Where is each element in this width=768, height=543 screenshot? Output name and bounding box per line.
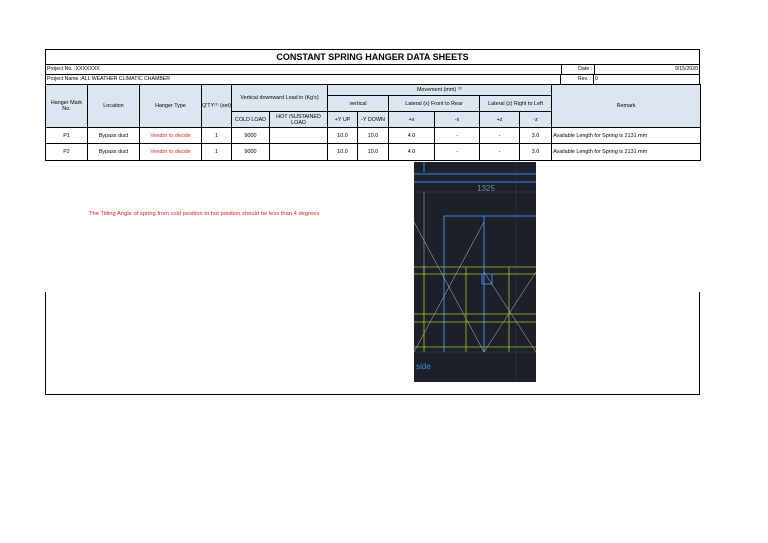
rev-value: 0 (593, 75, 699, 84)
header-hanger-mark: Hanger Mark No. (46, 85, 88, 128)
tilt-angle-note: The Titling Angle of spring from cold position to hot position should be less than 4 degrees (89, 211, 320, 217)
cell-qty: 1 (202, 128, 232, 144)
cell-cold-load: 9000 (232, 144, 270, 161)
header-plus-z: +z (480, 112, 520, 128)
cell-minus-x: - (435, 144, 480, 161)
cell-y-up: 10.0 (328, 144, 358, 161)
sheet-border-right (699, 292, 700, 395)
header-vertical: vertical (328, 96, 389, 112)
hanger-table (45, 84, 701, 161)
cell-hanger-type: Vendor to decide (140, 128, 202, 144)
header-lateral-x: Lateral (x) Front to Rear (389, 96, 480, 112)
header-hanger-type: Hanger Type (140, 85, 202, 128)
cell-location: Bypass duct (88, 128, 140, 144)
cad-grid-lines (414, 267, 536, 352)
cell-mark: P2 (46, 144, 88, 161)
cell-hot-load (270, 144, 328, 161)
header-hot-load: HOT /SUSTAINED LOAD (270, 112, 328, 128)
project-no-row (45, 64, 700, 74)
header-minus-x: -x (435, 112, 480, 128)
header-plus-x: +x (389, 112, 435, 128)
hanger-data-sheet (45, 49, 700, 161)
cell-plus-x: 4.0 (389, 144, 435, 161)
rev-label: Rev. : (560, 75, 593, 84)
header-qty: Q'TY⁽¹⁾ (set) (202, 85, 232, 128)
cad-background-grid (414, 162, 536, 382)
cell-minus-x: - (435, 128, 480, 144)
table-row (46, 144, 701, 161)
sheet-border-left (45, 292, 46, 395)
sheet-border-bottom (45, 394, 700, 395)
cell-plus-z: - (480, 144, 520, 161)
header-vertical-load: Vertical downward Load in (Kg's) (232, 85, 328, 112)
date-label: Date : (561, 65, 594, 74)
date-value: 9/15/2020 (594, 65, 699, 74)
cad-drawing-image (414, 162, 536, 382)
cad-side-label: side (416, 362, 431, 371)
project-name: Project Name :ALL WEATHER CLIMATIC CHAMBER (47, 76, 170, 82)
project-name-row (45, 74, 700, 84)
cell-minus-z: 3.0 (520, 144, 552, 161)
header-movement: Movement (mm) ⁽²⁾ (328, 85, 552, 96)
project-no: Project No. :XXXXXXX (47, 66, 100, 72)
header-y-up: +Y UP (328, 112, 358, 128)
cell-remark: Available Length for Spring is 2131 mm (552, 128, 701, 144)
cell-location: Bypass duct (88, 144, 140, 161)
cad-drawing (414, 162, 536, 382)
header-minus-z: -z (520, 112, 552, 128)
cell-plus-x: 4.0 (389, 128, 435, 144)
cell-hanger-type: Vendor to decide (140, 144, 202, 161)
cell-qty: 1 (202, 144, 232, 161)
cell-plus-z: - (480, 128, 520, 144)
cell-remark: Available Length for Spring is 2131 mm (552, 144, 701, 161)
cell-y-up: 10.0 (328, 128, 358, 144)
cell-cold-load: 9000 (232, 128, 270, 144)
header-y-down: -Y DOWN (358, 112, 389, 128)
header-lateral-z: Lateral (z) Right to Left (480, 96, 552, 112)
cell-mark: P1 (46, 128, 88, 144)
table-row (46, 128, 701, 144)
cell-hot-load (270, 128, 328, 144)
cell-y-down: 10.0 (358, 144, 389, 161)
cad-dimension: 1325 (477, 184, 495, 193)
header-location: Location (88, 85, 140, 128)
cell-minus-z: 3.0 (520, 128, 552, 144)
header-remark: Remark (552, 85, 701, 128)
header-cold-load: COLD LOAD (232, 112, 270, 128)
sheet-title: CONSTANT SPRING HANGER DATA SHEETS (45, 49, 700, 64)
cell-y-down: 10.0 (358, 128, 389, 144)
